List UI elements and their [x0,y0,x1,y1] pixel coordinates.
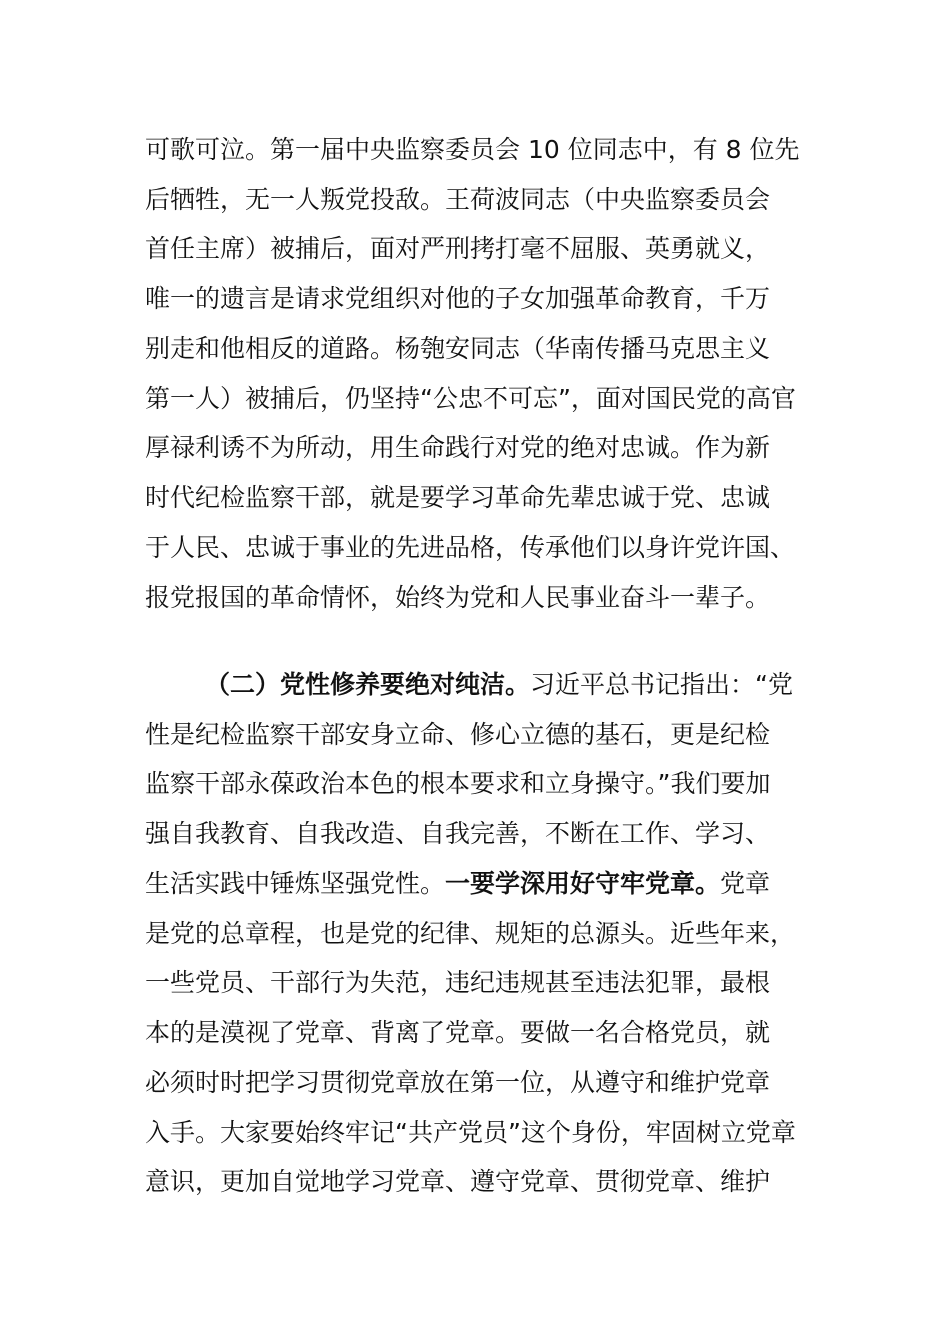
paragraph-line: 厚禄利诱不为所动，用生命践行对党的绝对忠诚。作为新 [145,433,771,462]
line-text: 党章 [720,869,771,898]
paragraph-line: 入手。大家要始终牢记“共产党员”这个身份，牢固树立党章 [145,1118,796,1147]
paragraph-line: 性是纪检监察干部安身立命、修心立德的基石，更是纪检 [145,720,771,749]
section-heading-line [205,660,885,710]
paragraph-line: 本的是漠视了党章、背离了党章。要做一名合格党员，就 [145,1018,771,1047]
subpoint-heading: 一要学深用好守牢党章。 [445,869,721,898]
paragraph-line: 一些党员、干部行为失范，违纪违规甚至违法犯罪，最根 [145,968,771,997]
section-heading: （二）党性修养要绝对纯洁。 [205,670,531,699]
heading-line-text: 习近平总书记指出：“党 [530,670,793,699]
paragraph-line: 监察干部永葆政治本色的根本要求和立身操守。”我们要加 [145,769,771,798]
paragraph-line: 强自我教育、自我改造、自我完善，不断在工作、学习、 [145,819,771,848]
paragraph-line: 必须时时把学习贯彻党章放在第一位，从遵守和维护党章 [145,1068,771,1097]
line-text: 生活实践中锤炼坚强党性。 [145,869,446,898]
paragraph-line: 可歌可泣。第一届中央监察委员会 10 位同志中，有 8 位先 [145,135,800,164]
paragraph-line: 于人民、忠诚于事业的先进品格，传承他们以身许党许国、 [145,533,796,562]
paragraph-line: 报党报国的革命情怀，始终为党和人民事业奋斗一辈子。 [145,583,771,612]
paragraph-line: 第一人）被捕后，仍坚持“公忠不可忘”，面对国民党的高官 [145,384,796,413]
paragraph-line: 别走和他相反的道路。杨匏安同志（华南传播马克思主义 [145,334,771,363]
paragraph-line: 是党的总章程，也是党的纪律、规矩的总源头。近些年来， [145,919,796,948]
paragraph-line-mixed [145,859,825,909]
paragraph-line: 意识，更加自觉地学习党章、遵守党章、贯彻党章、维护 [145,1167,771,1196]
paragraph-line: 时代纪检监察干部，就是要学习革命先辈忠诚于党、忠诚 [145,483,771,512]
paragraph-line: 唯一的遗言是请求党组织对他的子女加强革命教育，千万 [145,284,771,313]
paragraph-line: 后牺牲，无一人叛党投敌。王荷波同志（中央监察委员会 [145,185,771,214]
paragraph-line: 首任主席）被捕后，面对严刑拷打毫不屈服、英勇就义， [145,234,771,263]
